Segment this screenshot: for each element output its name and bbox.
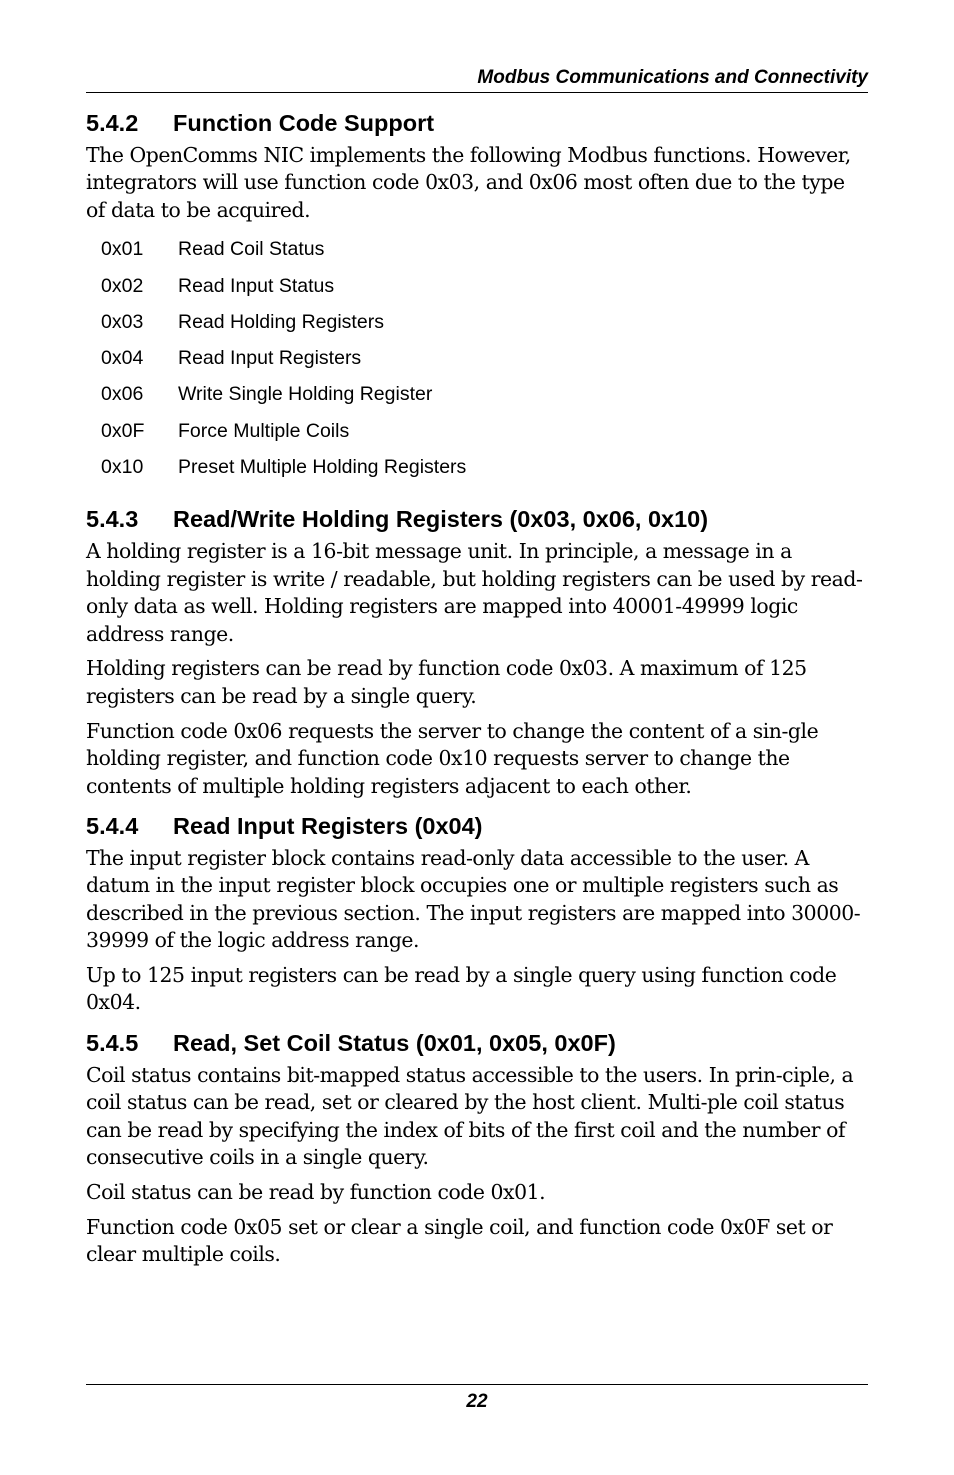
section-function-code-support <box>86 107 868 491</box>
function-code-item <box>101 455 868 491</box>
paragraph: The OpenComms NIC implements the following Modbus functions. However, integrators will use function code 0x03, and 0x06 most often due to the type of data to be acquired. <box>86 143 851 222</box>
paragraph: Function code 0x05 set or clear a single coil, and function code 0x0F set or clear multiple coils. <box>86 1214 833 1267</box>
function-name: Read Input Registers <box>178 347 362 370</box>
header-rule <box>86 92 868 93</box>
function-code-item <box>101 419 868 455</box>
paragraph: The input register block contains read-only data accessible to the user. A datum in the input register block occupies one or multiple registers such as described in the previous section. The input registers are mapped into 30000-39999 of the logic address range. <box>86 845 861 953</box>
function-name: Read Input Status <box>178 274 335 297</box>
function-name: Read Coil Status <box>178 238 325 261</box>
function-code: 0x10 <box>101 456 144 478</box>
function-code: 0x03 <box>101 310 144 333</box>
function-name: Read Holding Registers <box>178 310 384 333</box>
section-title: Read, Set Coil Status (0x01, 0x05, 0x0F) <box>173 1029 616 1056</box>
function-name: Preset Multiple Holding Registers <box>178 456 467 478</box>
running-header: Modbus Communications and Connectivity <box>477 67 868 88</box>
section-heading <box>86 1027 868 1059</box>
function-code: 0x01 <box>101 238 144 261</box>
page-number: 22 <box>466 1391 488 1412</box>
paragraph: A holding register is a 16-bit message unit. In principle, a message in a holding register is write / readable, but holding registers can be used by read-only data as well. Holding registers are mapped into 40001-49999 logic address range. <box>86 539 863 646</box>
paragraph: Coil status contains bit-mapped status accessible to the users. In prin-ciple, a coil status can be read, set or cleared by the host client. Multi-ple coil status can be read by specifying the index of bits of the first coil and the number of consecutive coils in a single query. <box>86 1062 854 1170</box>
section-number: 5.4.3 <box>86 506 139 533</box>
section-coil-status <box>86 1027 868 1269</box>
section-heading <box>86 503 868 535</box>
paragraph: Coil status can be read by function code 0x01. <box>86 1180 546 1205</box>
page-content <box>86 107 868 1279</box>
section-number: 5.4.2 <box>86 110 139 136</box>
paragraph: Function code 0x06 requests the server to change the content of a sin-gle holding register, and function code 0x10 requests server to change the contents of multiple holding registers adjacent to each other. <box>86 718 819 798</box>
function-code: 0x0F <box>101 419 145 442</box>
section-title: Read/Write Holding Registers (0x03, 0x06, 0x10) <box>173 506 709 533</box>
function-code: 0x04 <box>101 347 144 370</box>
section-number: 5.4.5 <box>86 1029 139 1056</box>
function-code-item <box>101 346 868 382</box>
function-code-list <box>101 237 868 491</box>
function-code-item <box>101 310 868 346</box>
document-page <box>86 0 868 1475</box>
function-name: Write Single Holding Register <box>178 383 433 406</box>
section-title: Function Code Support <box>173 110 435 136</box>
section-number: 5.4.4 <box>86 812 139 839</box>
section-title: Read Input Registers (0x04) <box>173 812 483 839</box>
section-heading <box>86 107 868 139</box>
paragraph: Up to 125 input registers can be read by a single query using function code 0x04. <box>86 963 837 1015</box>
section-holding-registers <box>86 503 868 800</box>
paragraph: Holding registers can be read by function code 0x03. A maximum of 125 registers can be read by a single query. <box>86 656 807 708</box>
function-code: 0x02 <box>101 274 144 297</box>
section-heading <box>86 810 868 842</box>
function-name: Force Multiple Coils <box>178 419 350 442</box>
function-code-item <box>101 274 868 310</box>
function-code-item <box>101 382 868 418</box>
footer-rule <box>86 1384 868 1385</box>
function-code: 0x06 <box>101 383 144 406</box>
section-input-registers <box>86 810 868 1017</box>
function-code-item <box>101 237 868 273</box>
